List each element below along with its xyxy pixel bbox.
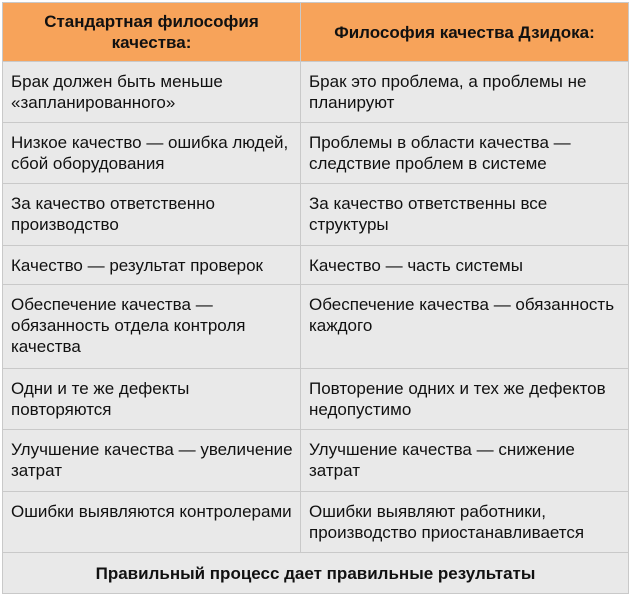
header-jidoka-philosophy: Философия качества Дзидока: <box>301 3 629 62</box>
comparison-table-container <box>2 2 628 594</box>
footer-conclusion: Правильный процесс дает правильные результаты <box>3 553 629 594</box>
standard-cell: Ошибки выявляются контролерами <box>3 491 301 552</box>
standard-cell: Одни и те же дефекты повторяются <box>3 368 301 429</box>
header-standard-philosophy: Стандартная философия качества: <box>3 3 301 62</box>
jidoka-cell: Качество — часть системы <box>301 245 629 284</box>
jidoka-cell: Обеспечение качества — обязанность каждого <box>301 284 629 368</box>
jidoka-cell: Проблемы в области качества — следствие проблем в системе <box>301 122 629 183</box>
table-row <box>3 122 629 183</box>
standard-cell: Улучшение качества — увеличение затрат <box>3 429 301 491</box>
jidoka-cell: Повторение одних и тех же дефектов недопустимо <box>301 368 629 429</box>
standard-cell: За качество ответственно производство <box>3 183 301 245</box>
footer-row <box>3 553 629 594</box>
jidoka-cell: Улучшение качества — снижение затрат <box>301 429 629 491</box>
jidoka-cell: За качество ответственны все структуры <box>301 183 629 245</box>
jidoka-cell: Брак это проблема, а проблемы не планируют <box>301 62 629 123</box>
table-row <box>3 491 629 552</box>
standard-cell: Низкое качество — ошибка людей, сбой оборудования <box>3 122 301 183</box>
standard-cell: Брак должен быть меньше «запланированного» <box>3 62 301 123</box>
quality-philosophy-comparison-table <box>2 2 629 594</box>
standard-cell: Обеспечение качества — обязанность отдела контроля качества <box>3 284 301 368</box>
table-row <box>3 284 629 368</box>
table-row <box>3 368 629 429</box>
standard-cell: Качество — результат проверок <box>3 245 301 284</box>
header-row <box>3 3 629 62</box>
table-row <box>3 183 629 245</box>
table-row <box>3 62 629 123</box>
jidoka-cell: Ошибки выявляют работники, производство приостанавливается <box>301 491 629 552</box>
table-row <box>3 429 629 491</box>
table-row <box>3 245 629 284</box>
